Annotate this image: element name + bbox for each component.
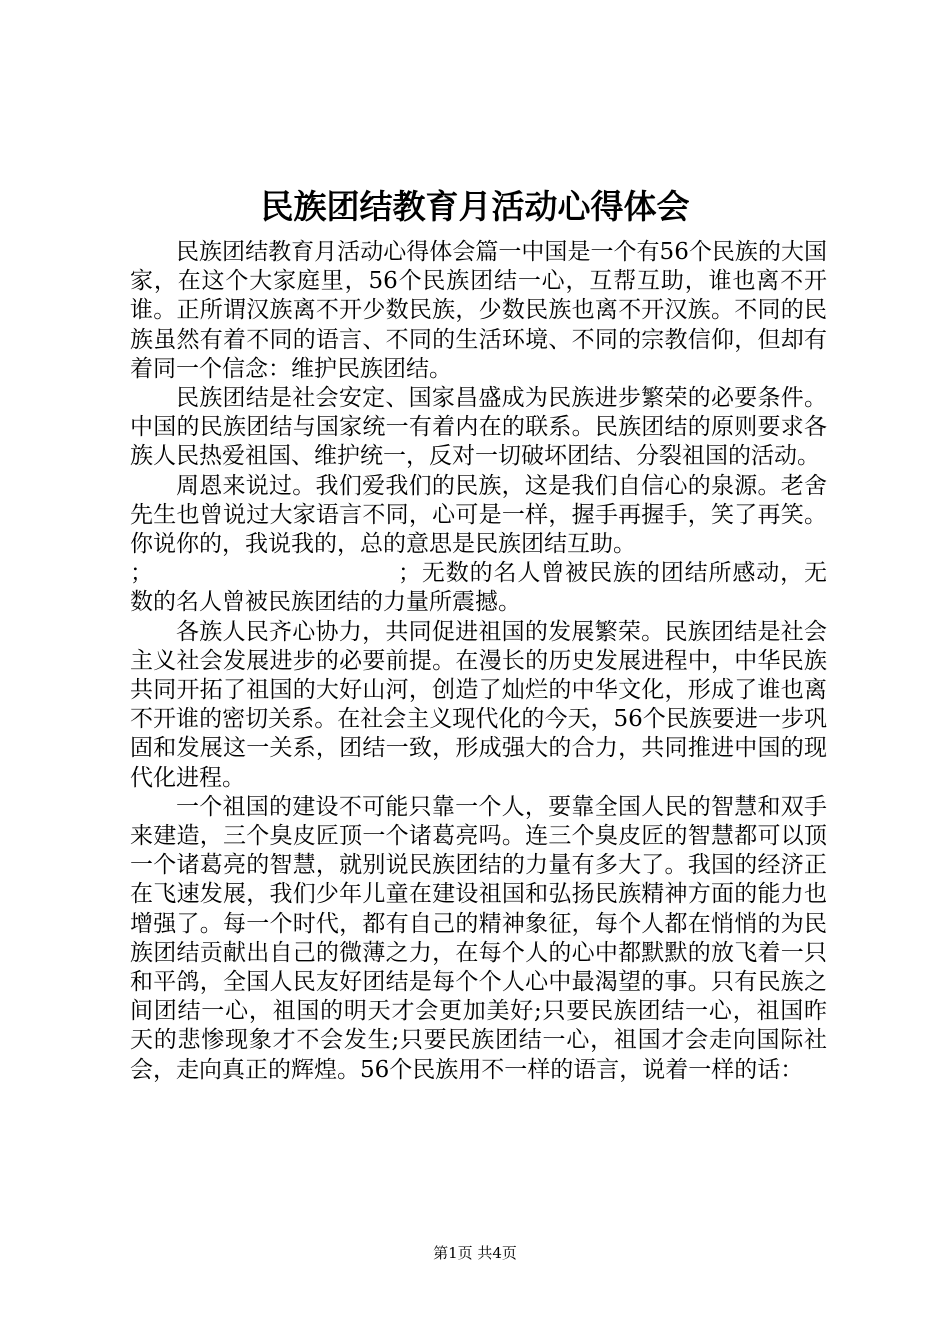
page-footer: 第1页 共4页 <box>433 1244 517 1262</box>
document-title: 民族团结教育月活动心得体会 <box>260 187 690 226</box>
paragraph-1: 民族团结教育月活动心得体会篇一中国是一个有56个民族的大国家，在这个大家庭里，56个民族团结一心，互帮互助，谁也离不开谁。正所谓汉族离不开少数民族，少数民族也离不开汉族。不同的民族虽然有着不同的语言、不同的生活环境、不同的宗教信仰，但却有着同一个信念：维护民族团结。 <box>130 239 827 382</box>
paragraph-2: 民族团结是社会安定、国家昌盛成为民族进步繁荣的必要条件。中国的民族团结与国家统一有着内在的联系。民族团结的原则要求各族人民热爱祖国、维护统一，反对一切破坏团结、分裂祖国的活动。 <box>130 385 827 470</box>
paragraph-4: 各族人民齐心协力，共同促进祖国的发展繁荣。民族团结是社会主义社会发展进步的必要前提。在漫长的历史发展进程中，中华民族共同开拓了祖国的大好山河，创造了灿烂的中华文化，形成了谁也离不开谁的密切关系。在社会主义现代化的今天，56个民族要进一步巩固和发展这一关系，团结一致，形成强大的合力，共同推进中国的现代化进程。 <box>130 618 827 791</box>
paragraph-5: 一个祖国的建设不可能只靠一个人，要靠全国人民的智慧和双手来建造，三个臭皮匠顶一个诸葛亮吗。连三个臭皮匠的智慧都可以顶一个诸葛亮的智慧，就别说民族团结的力量有多大了。我国的经济正在飞速发展，我们少年儿童在建设祖国和弘扬民族精神方面的能力也增强了。每一个时代，都有自己的精神象征，每个人都在悄悄的为民族团结贡献出自己的微薄之力，在每个人的心中都默默的放飞着一只和平鸽，全国人民友好团结是每个个人心中最渴望的事。只有民族之间团结一心，祖国的明天才会更加美好;只要民族团结一心，祖国昨天的悲惨现象才不会发生;只要民族团结一心，祖国才会走向国际社会，走向真正的辉煌。56个民族用不一样的语言，说着一样的话： <box>130 793 827 1083</box>
paragraph-gap-line <box>130 559 827 617</box>
gap-line-rest: ；无数的名人曾被民族的团结所感动，无数的名人曾被民族团结的力量所震撼。 <box>130 560 827 616</box>
gap-line-start: ； <box>130 560 153 587</box>
document-body <box>130 238 827 1085</box>
paragraph-3: 周恩来说过。我们爱我们的民族，这是我们自信心的泉源。老舍先生也曾说过大家语言不同，心可是一样，握手再握手，笑了再笑。你说你的，我说我的，总的意思是民族团结互助。 <box>130 472 827 558</box>
